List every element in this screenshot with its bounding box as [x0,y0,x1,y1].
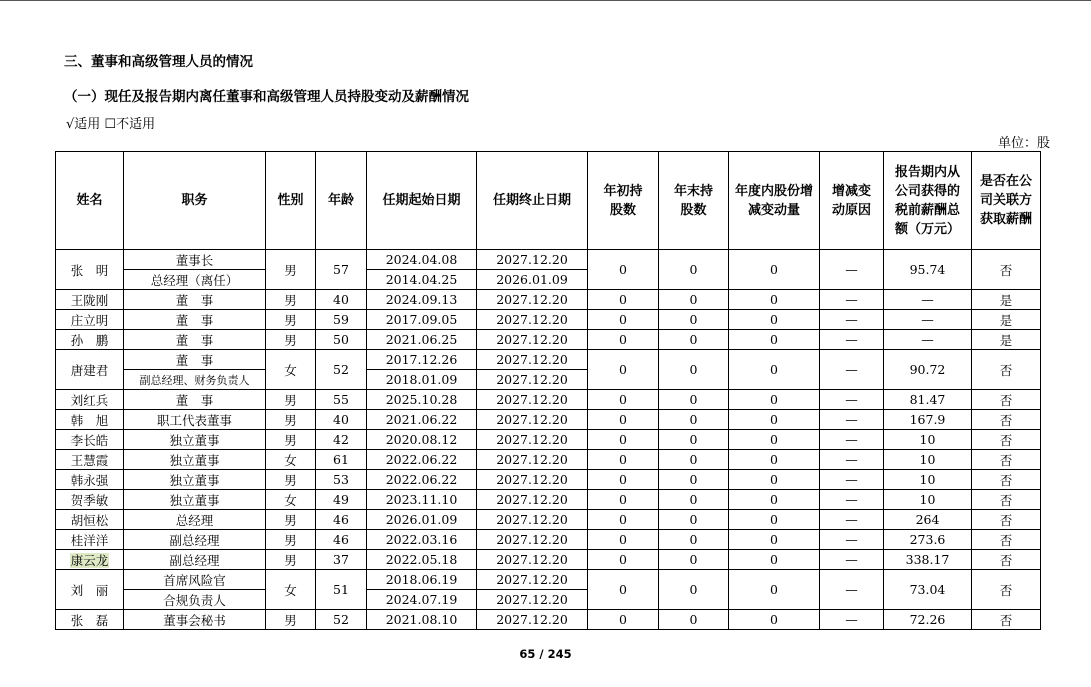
name-cell [56,390,124,410]
start-shares-cell: 0 [588,250,659,290]
pretax-pay-cell: 81.47 [884,390,972,410]
person-name: 王陇刚 [70,292,109,308]
name-cell [56,430,124,450]
start-shares-cell: 0 [588,610,659,630]
person-name: 贺季敏 [70,492,109,508]
person-name: 刘 丽 [70,582,109,598]
term-start-cell: 2017.09.05 [367,310,477,330]
end-shares-cell: 0 [659,430,729,450]
header-term-end: 任期终止日期 [477,152,588,250]
header-name: 姓名 [56,152,124,250]
person-name: 庄立明 [70,312,109,328]
start-shares-cell: 0 [588,290,659,310]
change-reason-cell: — [820,430,884,450]
start-shares-cell: 0 [588,310,659,330]
change-reason-cell: — [820,550,884,570]
related-pay-cell: 否 [972,610,1041,630]
related-pay-cell: 否 [972,430,1041,450]
related-pay-cell: 否 [972,450,1041,470]
table-row [56,510,1041,530]
pretax-pay-cell: 90.72 [884,350,972,390]
position-cell: 董 事 [124,330,266,350]
position-cell: 独立董事 [124,430,266,450]
related-pay-cell: 是 [972,330,1041,350]
change-reason-cell: — [820,470,884,490]
pretax-pay-cell: 10 [884,490,972,510]
position-cell: 副总经理、财务负责人 [124,370,266,390]
table-header-row [56,152,1041,250]
position-cell: 首席风险官 [124,570,266,590]
share-change-cell: 0 [729,250,820,290]
term-end-cell: 2026.01.09 [477,270,588,290]
position-cell: 董 事 [124,390,266,410]
start-shares-cell: 0 [588,350,659,390]
age-cell: 51 [316,570,367,610]
related-pay-cell: 否 [972,490,1041,510]
pretax-pay-cell: 10 [884,450,972,470]
change-reason-cell: — [820,330,884,350]
person-name: 张 磊 [70,612,109,628]
related-pay-cell: 是 [972,290,1041,310]
change-reason-cell: — [820,350,884,390]
name-cell [56,310,124,330]
position-cell: 总经理（离任） [124,270,266,290]
term-end-cell: 2027.12.20 [477,610,588,630]
term-end-cell: 2027.12.20 [477,310,588,330]
term-start-cell: 2021.08.10 [367,610,477,630]
start-shares-cell: 0 [588,330,659,350]
end-shares-cell: 0 [659,530,729,550]
subsection-title: （一）现任及报告期内离任董事和高级管理人员持股变动及薪酬情况 [64,89,469,105]
related-pay-cell: 否 [972,250,1041,290]
change-reason-cell: — [820,610,884,630]
name-cell [56,330,124,350]
person-name: 王慧霞 [70,452,109,468]
person-name: 韩永强 [70,472,109,488]
header-term-start: 任期起始日期 [367,152,477,250]
age-cell: 40 [316,410,367,430]
term-end-cell: 2027.12.20 [477,550,588,570]
pretax-pay-cell: 338.17 [884,550,972,570]
table-body [56,250,1041,630]
page-top-border [0,0,1091,1]
header-age: 年龄 [316,152,367,250]
name-cell [56,570,124,610]
term-end-cell: 2027.12.20 [477,590,588,610]
share-change-cell: 0 [729,510,820,530]
related-pay-cell: 否 [972,530,1041,550]
change-reason-cell: — [820,570,884,610]
share-change-cell: 0 [729,610,820,630]
start-shares-cell: 0 [588,430,659,450]
gender-cell: 女 [266,350,316,390]
term-end-cell: 2027.12.20 [477,470,588,490]
pretax-pay-cell: 10 [884,470,972,490]
term-start-cell: 2024.04.08 [367,250,477,270]
term-start-cell: 2021.06.22 [367,410,477,430]
position-cell: 职工代表董事 [124,410,266,430]
age-cell: 40 [316,290,367,310]
pretax-pay-cell: 273.6 [884,530,972,550]
position-cell: 副总经理 [124,550,266,570]
share-change-cell: 0 [729,330,820,350]
position-cell: 独立董事 [124,450,266,470]
table-row [56,490,1041,510]
position-cell: 合规负责人 [124,590,266,610]
related-pay-cell: 否 [972,390,1041,410]
related-pay-cell: 否 [972,510,1041,530]
gender-cell: 男 [266,250,316,290]
header-end-shares: 年末持股数 [659,152,729,250]
pretax-pay-cell: — [884,310,972,330]
pretax-pay-cell: 167.9 [884,410,972,430]
age-cell: 37 [316,550,367,570]
term-end-cell: 2027.12.20 [477,330,588,350]
gender-cell: 男 [266,430,316,450]
end-shares-cell: 0 [659,350,729,390]
share-change-cell: 0 [729,550,820,570]
term-start-cell: 2026.01.09 [367,510,477,530]
change-reason-cell: — [820,410,884,430]
term-start-cell: 2022.06.22 [367,450,477,470]
term-end-cell: 2027.12.20 [477,430,588,450]
person-name: 李长皓 [70,432,109,448]
related-pay-cell: 否 [972,550,1041,570]
position-cell: 独立董事 [124,470,266,490]
gender-cell: 男 [266,410,316,430]
age-cell: 46 [316,510,367,530]
person-name: 胡恒松 [70,512,109,528]
start-shares-cell: 0 [588,530,659,550]
name-cell [56,610,124,630]
name-cell [56,250,124,290]
gender-cell: 男 [266,310,316,330]
start-shares-cell: 0 [588,490,659,510]
header-related-pay: 是否在公司关联方获取薪酬 [972,152,1041,250]
gender-cell: 男 [266,530,316,550]
age-cell: 52 [316,610,367,630]
change-reason-cell: — [820,250,884,290]
gender-cell: 男 [266,550,316,570]
related-pay-cell: 否 [972,410,1041,430]
change-reason-cell: — [820,510,884,530]
table-row [56,550,1041,570]
share-change-cell: 0 [729,490,820,510]
term-start-cell: 2018.06.19 [367,570,477,590]
term-start-cell: 2018.01.09 [367,370,477,390]
person-name: 韩 旭 [70,412,109,428]
name-cell [56,450,124,470]
end-shares-cell: 0 [659,550,729,570]
table-row [56,450,1041,470]
gender-cell: 男 [266,390,316,410]
header-position: 职务 [124,152,266,250]
name-cell [56,410,124,430]
position-cell: 董事长 [124,250,266,270]
share-change-cell: 0 [729,350,820,390]
age-cell: 59 [316,310,367,330]
name-cell [56,470,124,490]
age-cell: 42 [316,430,367,450]
end-shares-cell: 0 [659,410,729,430]
gender-cell: 男 [266,290,316,310]
gender-cell: 男 [266,470,316,490]
section-title: 三、董事和高级管理人员的情况 [64,54,253,70]
term-start-cell: 2024.07.19 [367,590,477,610]
end-shares-cell: 0 [659,510,729,530]
share-change-cell: 0 [729,450,820,470]
table-row [56,290,1041,310]
age-cell: 53 [316,470,367,490]
person-name: 刘红兵 [70,392,109,408]
term-end-cell: 2027.12.20 [477,370,588,390]
term-start-cell: 2024.09.13 [367,290,477,310]
term-start-cell: 2020.08.12 [367,430,477,450]
start-shares-cell: 0 [588,550,659,570]
table-row [56,610,1041,630]
header-change-reason: 增减变动原因 [820,152,884,250]
age-cell: 49 [316,490,367,510]
age-cell: 46 [316,530,367,550]
position-cell: 副总经理 [124,530,266,550]
end-shares-cell: 0 [659,290,729,310]
table-row [56,310,1041,330]
start-shares-cell: 0 [588,470,659,490]
age-cell: 52 [316,350,367,390]
term-start-cell: 2023.11.10 [367,490,477,510]
position-cell: 独立董事 [124,490,266,510]
position-cell: 董 事 [124,350,266,370]
gender-cell: 男 [266,330,316,350]
change-reason-cell: — [820,450,884,470]
header-share-change: 年度内股份增减变动量 [729,152,820,250]
applicable-checkbox-text: √适用 ☐不适用 [66,117,156,132]
pretax-pay-cell: 72.26 [884,610,972,630]
start-shares-cell: 0 [588,510,659,530]
end-shares-cell: 0 [659,570,729,610]
name-cell [56,290,124,310]
end-shares-cell: 0 [659,610,729,630]
term-end-cell: 2027.12.20 [477,570,588,590]
term-end-cell: 2027.12.20 [477,450,588,470]
related-pay-cell: 否 [972,470,1041,490]
management-table [55,151,1041,630]
age-cell: 57 [316,250,367,290]
term-end-cell: 2027.12.20 [477,390,588,410]
term-start-cell: 2021.06.25 [367,330,477,350]
pretax-pay-cell: 95.74 [884,250,972,290]
term-start-cell: 2014.04.25 [367,270,477,290]
end-shares-cell: 0 [659,250,729,290]
table-row [56,530,1041,550]
table-row [56,570,1041,590]
position-cell: 董 事 [124,290,266,310]
name-cell [56,490,124,510]
term-start-cell: 2025.10.28 [367,390,477,410]
person-name: 桂洋洋 [70,532,109,548]
age-cell: 55 [316,390,367,410]
person-name: 孙 鹏 [70,332,109,348]
table-row [56,350,1041,370]
share-change-cell: 0 [729,410,820,430]
position-cell: 总经理 [124,510,266,530]
change-reason-cell: — [820,490,884,510]
change-reason-cell: — [820,310,884,330]
age-cell: 50 [316,330,367,350]
start-shares-cell: 0 [588,570,659,610]
end-shares-cell: 0 [659,450,729,470]
term-start-cell: 2017.12.26 [367,350,477,370]
table-row [56,390,1041,410]
end-shares-cell: 0 [659,470,729,490]
pretax-pay-cell: — [884,290,972,310]
term-end-cell: 2027.12.20 [477,250,588,270]
pretax-pay-cell: — [884,330,972,350]
share-change-cell: 0 [729,470,820,490]
pretax-pay-cell: 264 [884,510,972,530]
start-shares-cell: 0 [588,410,659,430]
end-shares-cell: 0 [659,330,729,350]
start-shares-cell: 0 [588,450,659,470]
term-end-cell: 2027.12.20 [477,490,588,510]
end-shares-cell: 0 [659,490,729,510]
position-cell: 董 事 [124,310,266,330]
term-start-cell: 2022.03.16 [367,530,477,550]
gender-cell: 男 [266,610,316,630]
page-number: 65 / 245 [519,647,572,661]
person-name: 康云龙 [70,552,109,568]
term-end-cell: 2027.12.20 [477,410,588,430]
table-row [56,410,1041,430]
person-name: 唐建君 [70,362,109,378]
related-pay-cell: 是 [972,310,1041,330]
related-pay-cell: 否 [972,570,1041,610]
age-cell: 61 [316,450,367,470]
name-cell [56,530,124,550]
gender-cell: 女 [266,570,316,610]
change-reason-cell: — [820,290,884,310]
name-cell [56,510,124,530]
term-end-cell: 2027.12.20 [477,350,588,370]
table-row [56,250,1041,270]
term-end-cell: 2027.12.20 [477,510,588,530]
term-start-cell: 2022.06.22 [367,470,477,490]
table-row [56,330,1041,350]
name-cell [56,550,124,570]
change-reason-cell: — [820,530,884,550]
related-pay-cell: 否 [972,350,1041,390]
share-change-cell: 0 [729,390,820,410]
start-shares-cell: 0 [588,390,659,410]
pretax-pay-cell: 73.04 [884,570,972,610]
share-change-cell: 0 [729,290,820,310]
share-change-cell: 0 [729,530,820,550]
end-shares-cell: 0 [659,390,729,410]
header-pretax-pay: 报告期内从公司获得的税前薪酬总额（万元） [884,152,972,250]
gender-cell: 女 [266,490,316,510]
term-start-cell: 2022.05.18 [367,550,477,570]
table-row [56,430,1041,450]
share-change-cell: 0 [729,570,820,610]
share-change-cell: 0 [729,310,820,330]
person-name: 张 明 [70,262,109,278]
table-row [56,470,1041,490]
term-end-cell: 2027.12.20 [477,290,588,310]
gender-cell: 男 [266,510,316,530]
name-cell [56,350,124,390]
change-reason-cell: — [820,390,884,410]
gender-cell: 女 [266,450,316,470]
header-gender: 性别 [266,152,316,250]
term-end-cell: 2027.12.20 [477,530,588,550]
position-cell: 董事会秘书 [124,610,266,630]
end-shares-cell: 0 [659,310,729,330]
unit-label: 单位：股 [997,136,1050,151]
share-change-cell: 0 [729,430,820,450]
pretax-pay-cell: 10 [884,430,972,450]
header-start-shares: 年初持股数 [588,152,659,250]
